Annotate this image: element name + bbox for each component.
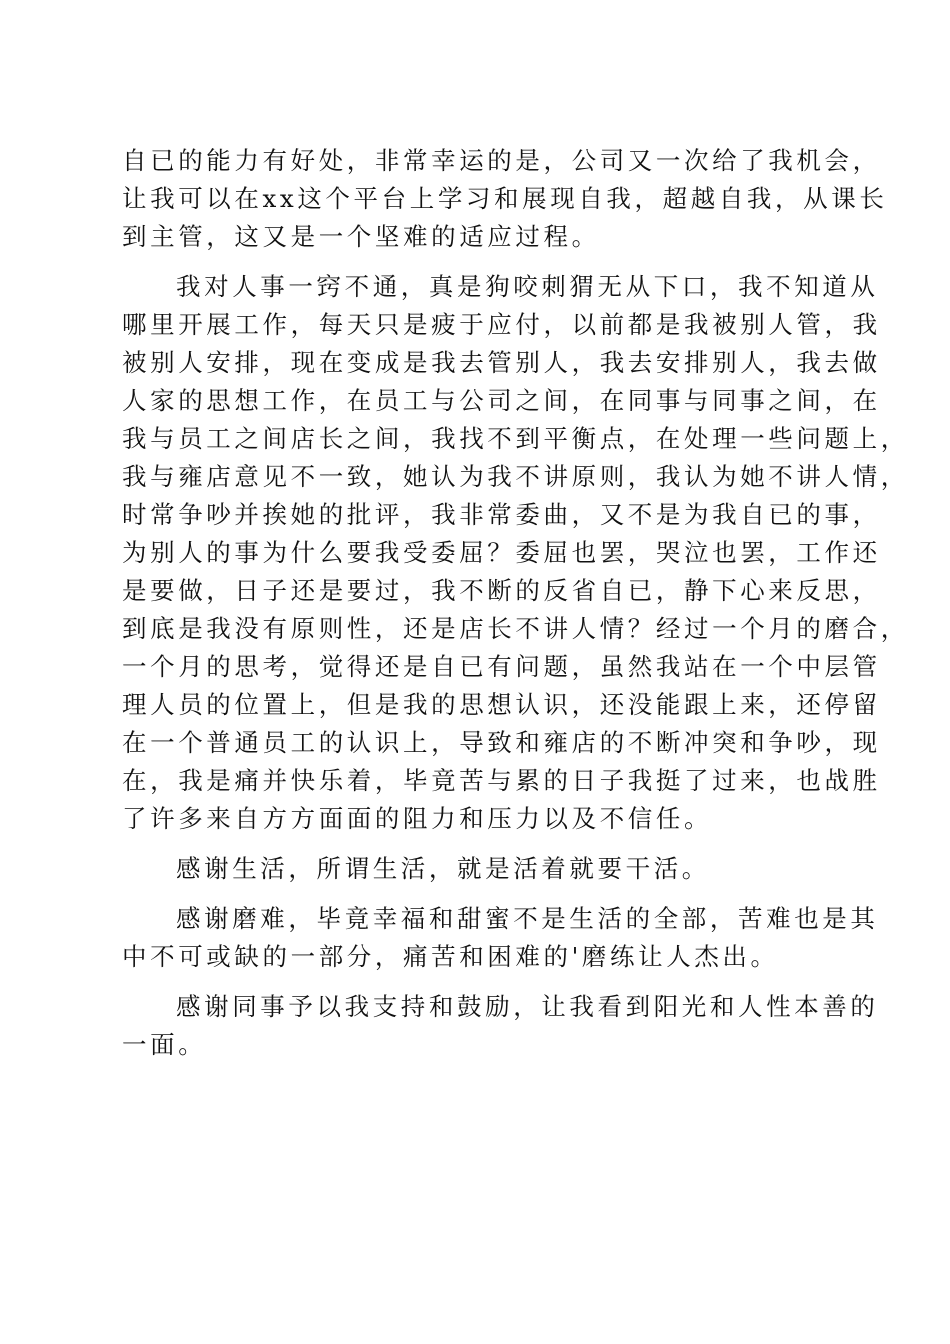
text-line: 自已的能力有好处，非常幸运的是，公司又一次给了我机会， bbox=[122, 146, 881, 175]
text-line: 中不可或缺的一部分，痛苦和困难的'磨练让人杰出。 bbox=[122, 942, 779, 971]
text-line: 感谢磨难，毕竟幸福和甜蜜不是生活的全部，苦难也是其 bbox=[176, 904, 879, 933]
paragraph-5 bbox=[122, 988, 879, 1064]
text-line: 是要做，日子还是要过，我不断的反省自已，静下心来反思， bbox=[122, 576, 881, 605]
text-line: 一面。 bbox=[122, 1030, 207, 1059]
text-line: 感谢生活，所谓生活，就是活着就要干活。 bbox=[176, 854, 710, 883]
paragraph-4 bbox=[122, 900, 879, 976]
text-line: 到主管，这又是一个坚难的适应过程。 bbox=[122, 222, 600, 251]
paragraph-1 bbox=[122, 142, 888, 256]
text-line: 在，我是痛并快乐着，毕竟苦与累的日子我挺了过来，也战胜 bbox=[122, 766, 881, 795]
text-line: 时常争吵并挨她的批评，我非常委曲，又不是为我自已的事， bbox=[122, 500, 881, 529]
text-line: 一个月的思考，觉得还是自已有问题，虽然我站在一个中层管 bbox=[122, 652, 881, 681]
text-line: 在一个普通员工的认识上，导致和雍店的不断冲突和争吵，现 bbox=[122, 728, 881, 757]
text-line: 我对人事一窍不通，真是狗咬刺猬无从下口，我不知道从 bbox=[176, 272, 879, 301]
text-line: 人家的思想工作，在员工与公司之间，在同事与同事之间，在 bbox=[122, 386, 881, 415]
text-line: 哪里开展工作，每天只是疲于应付，以前都是我被别人管，我 bbox=[122, 310, 881, 339]
text-line: 我与员工之间店长之间，我找不到平衡点，在处理一些问题上， bbox=[122, 424, 909, 453]
text-line: 理人员的位置上，但是我的思想认识，还没能跟上来，还停留 bbox=[122, 690, 881, 719]
text-line: 被别人安排，现在变成是我去管别人，我去安排别人，我去做 bbox=[122, 348, 881, 377]
paragraph-3 bbox=[122, 850, 842, 888]
text-line: 到底是我没有原则性，还是店长不讲人情？经过一个月的磨合， bbox=[122, 614, 909, 643]
text-line: 为别人的事为什么要我受委屈？委屈也罢，哭泣也罢，工作还 bbox=[122, 538, 881, 567]
text-line: 感谢同事予以我支持和鼓励，让我看到阳光和人性本善的 bbox=[176, 992, 879, 1021]
text-line: 了许多来自方方面面的阻力和压力以及不信任。 bbox=[122, 804, 713, 833]
text-line: 我与雍店意见不一致，她认为我不讲原则，我认为她不讲人情， bbox=[122, 462, 909, 491]
paragraph-2 bbox=[122, 268, 909, 838]
text-line: 让我可以在xx这个平台上学习和展现自我，超越自我，从课长 bbox=[122, 184, 888, 213]
document-body bbox=[122, 142, 909, 1064]
